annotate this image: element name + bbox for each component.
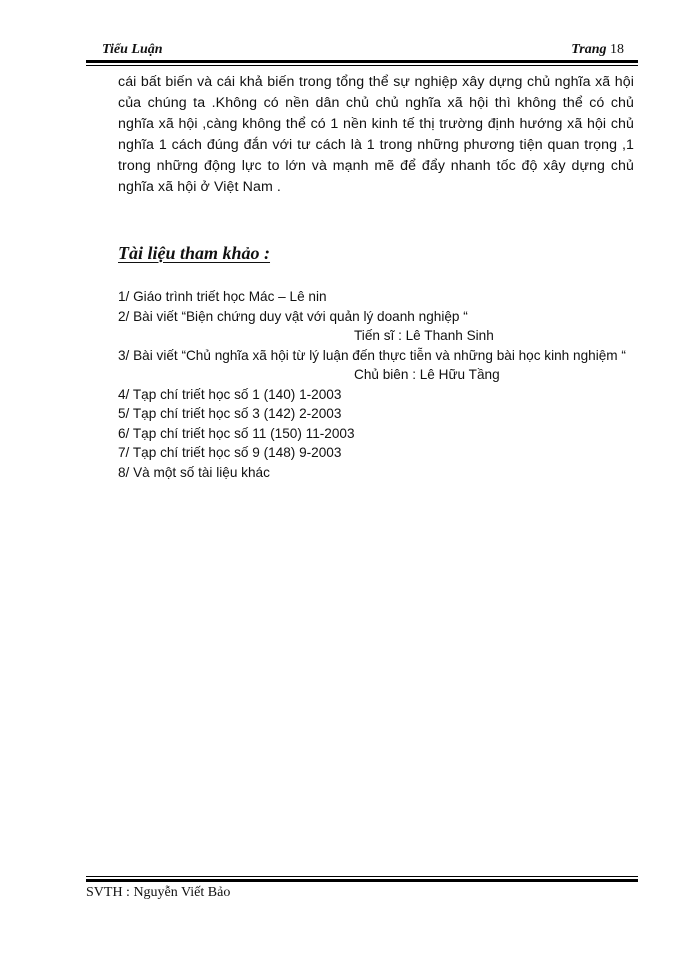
footer-rule — [86, 876, 638, 882]
page-number: 18 — [610, 42, 624, 57]
reference-item: 7/ Tạp chí triết học số 9 (148) 9-2003 — [118, 445, 342, 460]
footer-rule-thick — [86, 879, 638, 882]
reference-item: 3/ Bài viết “Chủ nghĩa xã hội từ lý luận đến thực tiễn và những bài học kinh nghiệm “ — [118, 347, 626, 363]
header-page-word: Trang — [571, 42, 607, 57]
references-list — [118, 287, 634, 482]
header-rule — [86, 60, 638, 66]
reference-item: 6/ Tạp chí triết học số 11 (150) 11-2003 — [118, 425, 355, 441]
header-rule-thin — [86, 65, 638, 66]
footer-author: SVTH : Nguyễn Viết Bảo — [86, 885, 231, 900]
header-page-label — [571, 42, 624, 58]
header-title: Tiểu Luận — [102, 42, 163, 57]
reference-item: 2/ Bài viết “Biện chứng duy vật với quản lý doanh nghiệp “ — [118, 308, 468, 324]
body-paragraph: cái bất biến và cái khả biến trong tổng thể sự nghiệp xây dựng chủ nghĩa xã hội của chúng ta .Không có nền dân chủ chủ nghĩa xã hội thì không thể có chủ nghĩa xã hội ,càng không thể có 1 nền kinh tế thị trường định hướng xã hội chủ nghĩa 1 cách đúng đắn với tư cách là 1 trong những phương tiện quan trọng ,1 trong những động lực to lớn và mạnh mẽ để đẩy nhanh tốc độ xây dựng chủ nghĩa xã hội ở Việt Nam . — [118, 74, 634, 195]
reference-item: 4/ Tạp chí triết học số 1 (140) 1-2003 — [118, 386, 342, 402]
references-title: Tài liệu tham khảo : — [118, 243, 271, 263]
footer-rule-thin — [86, 876, 638, 877]
header-rule-thick — [86, 60, 638, 63]
reference-item: 1/ Giáo trình triết học Mác – Lê nin — [118, 289, 327, 304]
reference-item: 8/ Và một số tài liệu khác — [118, 464, 270, 480]
reference-credit: Tiến sĩ : Lê Thanh Sinh — [354, 328, 494, 343]
reference-credit: Chủ biên : Lê Hữu Tầng — [354, 367, 500, 382]
reference-item: 5/ Tạp chí triết học số 3 (142) 2-2003 — [118, 406, 342, 421]
